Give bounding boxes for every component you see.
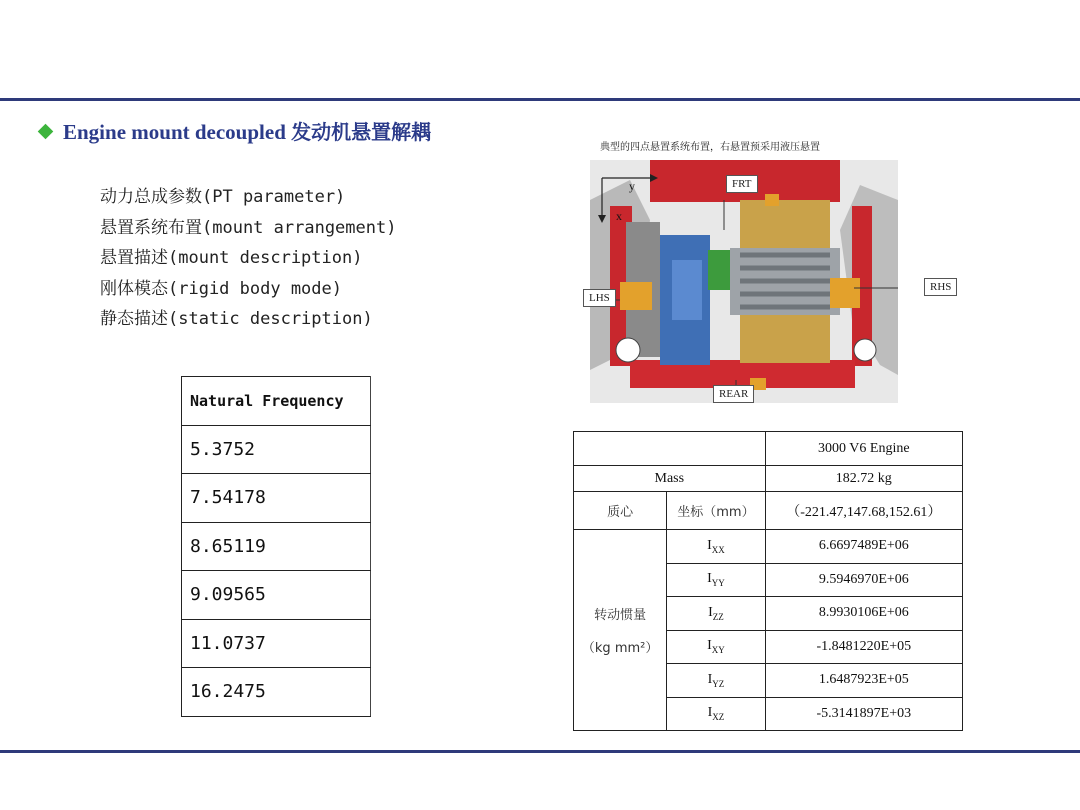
- inertia-value: 8.9930106E+06: [765, 597, 962, 631]
- top-rule: [0, 98, 1080, 101]
- topic-item: 静态描述(static description): [100, 309, 373, 329]
- title-chinese: 发动机悬置解耦: [291, 120, 432, 144]
- label-rhs: RHS: [924, 278, 957, 296]
- natural-frequency-table: [181, 376, 371, 717]
- mass-label: Mass: [574, 466, 766, 492]
- empty-header-cell: [574, 432, 766, 466]
- frequency-cell: 7.54178: [182, 474, 371, 523]
- mass-value: 182.72 kg: [765, 466, 962, 492]
- topic-item: 刚体模态(rigid body mode): [100, 278, 342, 299]
- inertia-unit: （kg mm²）: [581, 641, 659, 656]
- frequency-cell: 11.0737: [182, 619, 371, 668]
- engine-header: 3000 V6 Engine: [765, 432, 962, 466]
- figure-caption: 典型的四点悬置系统布置，右悬置预采用液压悬置: [600, 142, 820, 153]
- inertia-value: -1.8481220E+05: [765, 630, 962, 664]
- engine-properties-table: [573, 431, 963, 731]
- topic-list: [100, 182, 396, 335]
- inertia-symbol: $I_{YZ}$: [667, 664, 765, 698]
- frequency-cell: 16.2475: [182, 668, 371, 717]
- table-header: Natural Frequency: [182, 377, 371, 426]
- x-axis-label: x: [616, 209, 622, 223]
- inertia-value: 9.5946970E+06: [765, 563, 962, 597]
- frequency-cell: 8.65119: [182, 522, 371, 571]
- inertia-value: -5.3141897E+03: [765, 697, 962, 731]
- inertia-symbol: $I_{XY}$: [667, 630, 765, 664]
- inertia-symbol: $I_{XX}$: [667, 530, 765, 564]
- engine-mount-image: [590, 160, 898, 403]
- cog-value: （-221.47,147.68,152.61）: [765, 492, 962, 530]
- label-frt: FRT: [726, 175, 758, 193]
- cog-label: 质心: [574, 492, 667, 530]
- bottom-rule: [0, 750, 1080, 753]
- inertia-symbol: $I_{XZ}$: [667, 697, 765, 731]
- topic-item: 悬置系统布置(mount arrangement): [100, 217, 397, 238]
- title-english: Engine mount decoupled: [63, 120, 286, 144]
- frequency-cell: 5.3752: [182, 425, 371, 474]
- coordinate-label: 坐标（mm）: [667, 492, 765, 530]
- inertia-symbol: $I_{YY}$: [667, 563, 765, 597]
- y-axis-label: y: [629, 179, 635, 193]
- inertia-label: 转动惯量: [594, 608, 647, 623]
- inertia-symbol: $I_{ZZ}$: [667, 597, 765, 631]
- inertia-label-cell: [574, 530, 667, 731]
- diamond-bullet-icon: [38, 124, 54, 140]
- slide-title: [40, 116, 431, 145]
- topic-item: 动力总成参数(PT parameter): [100, 187, 346, 207]
- inertia-value: 6.6697489E+06: [765, 530, 962, 564]
- inertia-value: 1.6487923E+05: [765, 664, 962, 698]
- frequency-cell: 9.09565: [182, 571, 371, 620]
- label-rear: REAR: [713, 385, 754, 403]
- label-lhs: LHS: [583, 289, 616, 307]
- topic-item: 悬置描述(mount description): [100, 248, 363, 268]
